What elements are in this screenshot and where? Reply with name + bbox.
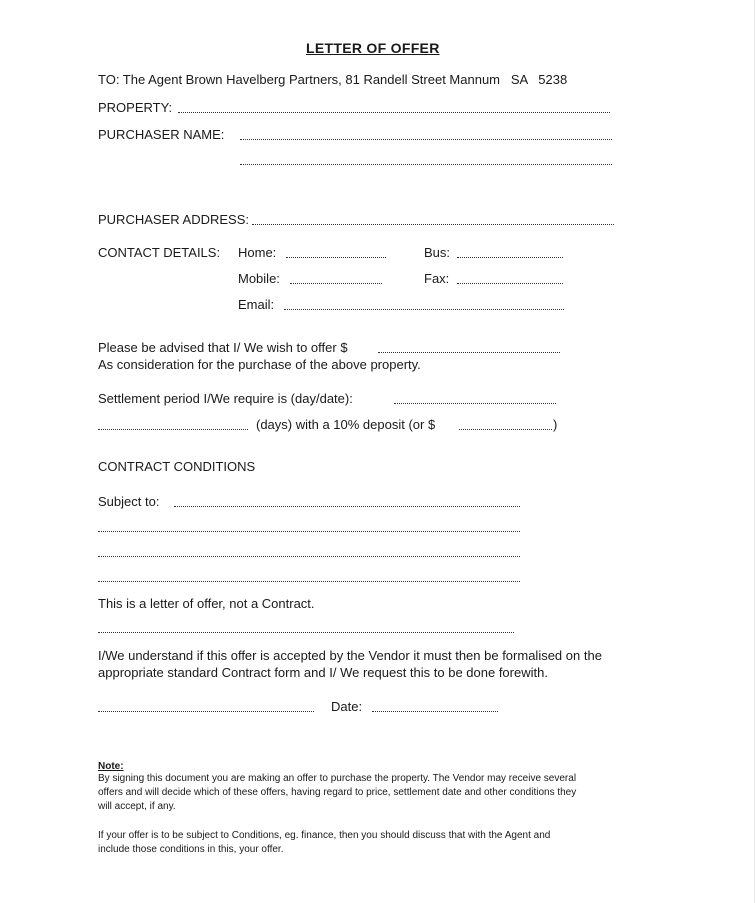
note-paragraph-1-line-2: offers and will decide which of these offers, having regard to price, settlement date and other conditions they (98, 787, 577, 798)
subject-to-label: Subject to: (98, 494, 160, 509)
conditions-line-3[interactable] (98, 556, 520, 557)
deposit-close-paren: ) (553, 417, 558, 432)
date-label: Date: (331, 699, 363, 714)
deposit-text: (days) with a 10% deposit (or $ (256, 417, 436, 432)
purchaser-address-label: PURCHASER ADDRESS: (98, 212, 249, 227)
purchaser-name-field[interactable] (240, 139, 612, 140)
settlement-date-field[interactable] (394, 403, 556, 404)
contract-conditions-heading: CONTRACT CONDITIONS (98, 459, 256, 474)
purchaser-name-label: PURCHASER NAME: (98, 127, 225, 142)
fax-label: Fax: (424, 271, 450, 286)
note-paragraph-2-line-2: include those conditions in this, your offer. (98, 844, 284, 855)
note-paragraph-1-line-1: By signing this document you are making an offer to purchase the property. The Vendor may receive several (98, 773, 577, 784)
settlement-days-field[interactable] (98, 429, 248, 430)
fax-field[interactable] (457, 283, 563, 284)
understand-line-2: appropriate standard Contract form and I/ We request this to be done forewith. (98, 665, 548, 680)
settlement-line: Settlement period I/We require is (day/date): (98, 391, 353, 406)
offer-line: Please be advised that I/ We wish to offer $ (98, 340, 348, 355)
property-field[interactable] (178, 112, 610, 113)
understand-line-1: I/We understand if this offer is accepted by the Vendor it must then be formalised on the (98, 648, 602, 663)
bus-field[interactable] (457, 257, 563, 258)
home-label: Home: (238, 245, 277, 260)
note-paragraph-1-line-3: will accept, if any. (98, 801, 176, 812)
mobile-field[interactable] (290, 283, 382, 284)
deposit-amount-field[interactable] (459, 429, 552, 430)
note-paragraph-2-line-1: If your offer is to be subject to Conditions, eg. finance, then you should discuss that with the Agent and (98, 830, 551, 841)
signature-field[interactable] (98, 711, 314, 712)
document-title: LETTER OF OFFER (306, 40, 440, 56)
offer-amount-field[interactable] (378, 352, 560, 353)
not-contract-text: This is a letter of offer, not a Contract. (98, 596, 315, 611)
note-heading: Note: (98, 761, 124, 772)
purchaser-name-field-2[interactable] (240, 164, 612, 165)
home-field[interactable] (286, 257, 386, 258)
email-label: Email: (238, 297, 275, 312)
subject-to-field[interactable] (174, 506, 520, 507)
not-contract-line[interactable] (98, 632, 514, 633)
date-field[interactable] (372, 711, 498, 712)
purchaser-address-field[interactable] (252, 224, 614, 225)
mobile-label: Mobile: (238, 271, 280, 286)
bus-label: Bus: (424, 245, 451, 260)
to-line: TO: The Agent Brown Havelberg Partners, 81 Randell Street Mannum SA 5238 (98, 72, 568, 87)
consideration-line: As consideration for the purchase of the above property. (98, 357, 421, 372)
email-field[interactable] (284, 309, 564, 310)
conditions-line-4[interactable] (98, 581, 520, 582)
property-label: PROPERTY: (98, 100, 173, 115)
contact-details-label: CONTACT DETAILS: (98, 245, 221, 260)
conditions-line-2[interactable] (98, 531, 520, 532)
